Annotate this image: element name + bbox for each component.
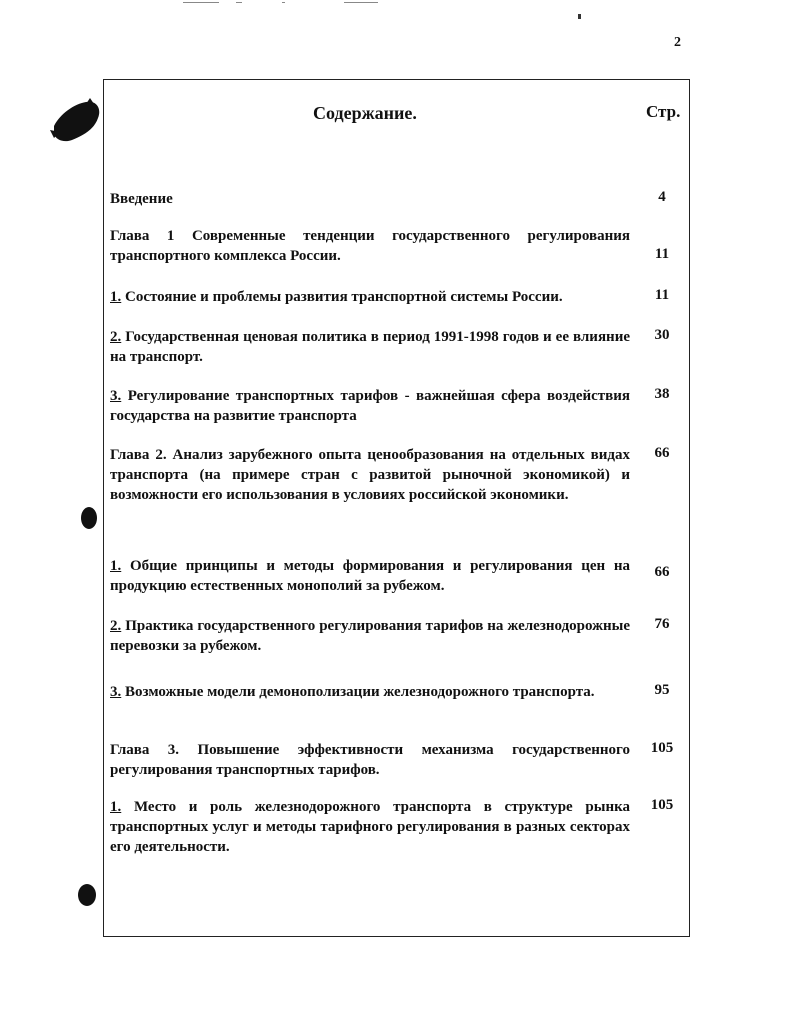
toc-entry-number: 2.	[110, 329, 122, 345]
toc-entry	[110, 556, 630, 596]
toc-entry-text: Глава 2. Анализ зарубежного опыта ценообразования на отдельных видах транспорта (на примере стран с развитой рыночной экономикой) и возможности его использования в условиях российской экономики.	[110, 447, 630, 503]
toc-entry	[110, 287, 630, 307]
toc-entry-number: 1.	[110, 289, 122, 305]
toc-entry-page: 38	[654, 386, 670, 402]
ink-blot-bottom-left	[76, 883, 98, 907]
toc-entry-text: Регулирование транспортных тарифов - важнейшая сфера воздействия государства на развитие транспорта	[110, 388, 630, 424]
toc-entry-text: Государственная ценовая политика в период 1991-1998 годов и ее влияние на транспорт.	[110, 329, 630, 365]
toc-entry-page: 66	[654, 445, 670, 461]
toc-entry-page: 11	[654, 287, 670, 303]
toc-entry-text: Введение	[110, 191, 173, 207]
toc-entry-page: 76	[654, 616, 670, 632]
toc-entry-text: Глава 3. Повышение эффективности механизма государственного регулирования транспортных тарифов.	[110, 742, 630, 778]
toc-entry	[110, 740, 630, 780]
ink-blot-middle-left	[78, 505, 100, 531]
scan-marks	[0, 0, 796, 30]
page-number: 2	[674, 35, 681, 50]
toc-entry-page: 30	[654, 327, 670, 343]
toc-entry-page: 95	[654, 682, 670, 698]
toc-entry	[110, 327, 630, 367]
toc-entry-number: 1.	[110, 799, 122, 815]
toc-entry-text: Состояние и проблемы развития транспортной системы России.	[125, 289, 563, 305]
toc-entry-text: Практика государственного регулирования тарифов на железнодорожные перевозки за рубежом.	[110, 618, 631, 654]
toc-entry	[110, 616, 630, 656]
toc-entry	[110, 682, 630, 702]
toc-entry	[110, 226, 630, 266]
toc-entry-number: 3.	[110, 388, 122, 404]
toc-entry-text: Возможные модели демонополизации железнодорожного транспорта.	[125, 684, 595, 700]
toc-entry	[110, 445, 630, 505]
toc-entry-page: 4	[658, 189, 666, 205]
toc-entry	[110, 189, 630, 209]
toc-entry-text: Общие принципы и методы формирования и регулирования цен на продукцию естественных монополий за рубежом.	[110, 558, 630, 594]
toc-entry-page: 105	[650, 797, 674, 813]
toc-entry-page: 11	[654, 246, 670, 262]
toc-entry-text: Место и роль железнодорожного транспорта в структуре рынка транспортных услуг и методы тарифного регулирования в разных секторах его деятельности.	[110, 799, 631, 855]
ink-blot-top-left	[46, 96, 106, 152]
toc-entry-number: 1.	[110, 558, 122, 574]
toc-title: Содержание.	[313, 103, 417, 123]
toc-entry	[110, 386, 630, 426]
toc-entry-number: 3.	[110, 684, 122, 700]
toc-entry-number: 2.	[110, 618, 122, 634]
toc-entry-page: 66	[654, 564, 670, 580]
toc-entry-text: Глава 1 Современные тенденции государственного регулирования транспортного комплекса России.	[110, 228, 630, 264]
page-column-header: Стр.	[646, 102, 681, 121]
toc-entry-page: 105	[650, 740, 674, 756]
toc-entry	[110, 797, 630, 857]
